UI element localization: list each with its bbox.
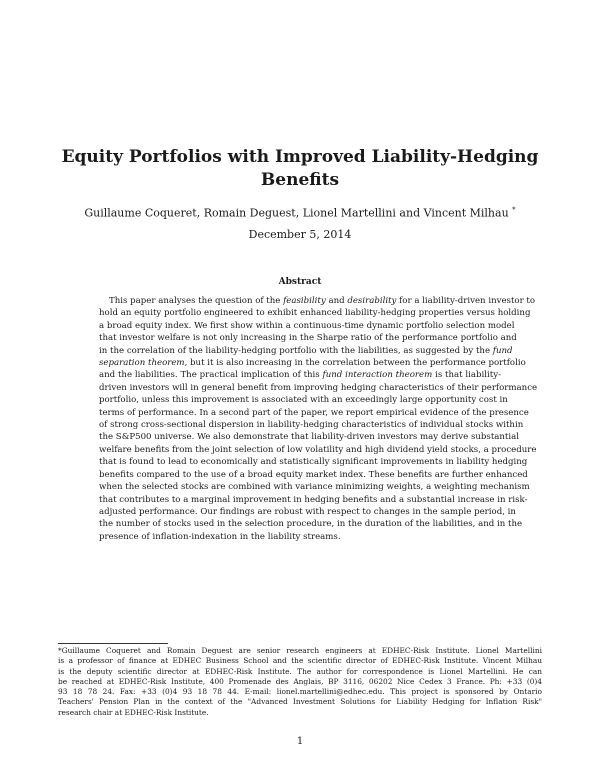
author-list: [40, 203, 560, 221]
abstract-line: that is found to lead to economically and statistically significant improvements in liability hedging: [99, 457, 528, 468]
author-footnote-mark: *: [512, 206, 516, 214]
abstract-line: portfolio, unless this improvement is associated with an exceedingly large opportunity cost in: [99, 395, 508, 406]
abstract-line: driven investors will in general benefit from improving hedging characteristics of their performance: [99, 382, 538, 393]
abstract-emphasis: feasibility: [283, 296, 326, 306]
abstract-body: [99, 295, 538, 543]
paper-date: December 5, 2014: [248, 228, 352, 241]
abstract-line: when the selected stocks are combined with variance minimizing weights, a weighting mechanism: [99, 482, 530, 493]
title-line-1: Equity Portfolios with Improved Liability-Hedging: [61, 147, 539, 167]
abstract-emphasis: fund interaction theorem: [322, 370, 433, 381]
authors-text: Guillaume Coqueret, Romain Deguest, Lionel Martellini and Vincent Milhau: [84, 206, 509, 220]
abstract-line: a broad equity index. We first show within a continuous-time dynamic portfolio selection model: [99, 320, 515, 331]
abstract-line: the number of stocks used in the selection procedure, in the duration of the liabilities, and in the: [99, 519, 523, 530]
abstract-text: and: [325, 296, 348, 306]
abstract-emphasis: desirability: [347, 296, 397, 306]
abstract-line: that contributes to a marginal improvement in hedging benefits and a substantial increase in risk-: [99, 494, 528, 505]
footnote: [58, 646, 542, 718]
footnote-line: 93 18 78 24. Fax: +33 (0)4 93 18 78 44. E-mail: lionel.martellini@edhec.edu. This project is sponsored by Ontario: [58, 687, 542, 697]
abstract-line: [99, 357, 526, 369]
footnote-line: is a professor of finance at EDHEC Business School and the scientific director of EDHEC-Risk Institute. Vincent Milhau: [58, 656, 542, 666]
footnote-line: research chair at EDHEC-Risk Institute.: [58, 707, 209, 717]
abstract-line: that investor welfare is not only increasing in the Sharpe ratio of the performance portfolio and: [99, 333, 517, 344]
abstract-heading: Abstract: [278, 277, 322, 287]
abstract-line: presence of inflation-indexation in the liability streams.: [99, 531, 341, 542]
footnote-line: is the deputy scientific director at EDHEC-Risk Institute. The author for correspondence is Lionel Martellini. He can: [58, 666, 542, 676]
abstract-line: the S&P500 universe. We also demonstrate that liability-driven investors may derive substantial: [99, 432, 520, 443]
abstract-line: benefits compared to the use of a broad equity market index. These benefits are further enhanced: [99, 469, 528, 480]
abstract-text: , but it is also increasing in the correlation between the performance portfolio: [184, 358, 526, 369]
abstract-text: for a liability-driven investor to: [396, 296, 536, 306]
abstract-emphasis: fund: [492, 345, 513, 356]
footnote-rule: [58, 643, 168, 644]
abstract-text: is that liability-: [432, 370, 501, 381]
abstract-line: terms of performance. In a second part of the paper, we report empirical evidence of the presence: [99, 407, 529, 418]
abstract-line: [99, 369, 501, 381]
abstract-text: in the correlation of the liability-hedging portfolio with the liabilities, as suggested by the: [99, 345, 493, 356]
abstract-line: of strong cross-sectional dispersion in liability-hedging characteristics of individual stocks within: [99, 420, 524, 431]
footnote-line: *Guillaume Coqueret and Romain Deguest are senior research engineers at EDHEC-Risk Institute. Lionel Martellini: [58, 646, 542, 655]
footnote-line: Teachers' Pension Plan in the context of the "Advanced Investment Solutions for Liability Hedging for Inflation Risk": [58, 697, 542, 707]
footnote-line: be reached at EDHEC-Risk Institute, 400 Promenade des Anglais, BP 3116, 06202 Nice Cedex 3 France. Ph: +33 (0)4: [58, 676, 542, 686]
abstract-line: [99, 295, 536, 307]
abstract-emphasis: separation theorem: [99, 358, 185, 369]
abstract-line: hold an equity portfolio engineered to exhibit enhanced liability-hedging properties versus holding: [99, 308, 531, 319]
paper-title: [60, 146, 540, 192]
abstract-line: [99, 345, 513, 357]
abstract-line: adjusted performance. Our findings are robust with respect to changes in the sample period, in: [99, 506, 516, 517]
abstract-text: This paper analyses the question of the: [109, 296, 284, 306]
title-line-2: Benefits: [260, 170, 340, 190]
abstract-text: and the liabilities. The practical implication of this: [99, 370, 323, 381]
page-number: 1: [296, 736, 304, 747]
abstract-line: welfare benefits from the joint selection of low volatility and high dividend yield stocks, a procedure: [99, 444, 537, 455]
